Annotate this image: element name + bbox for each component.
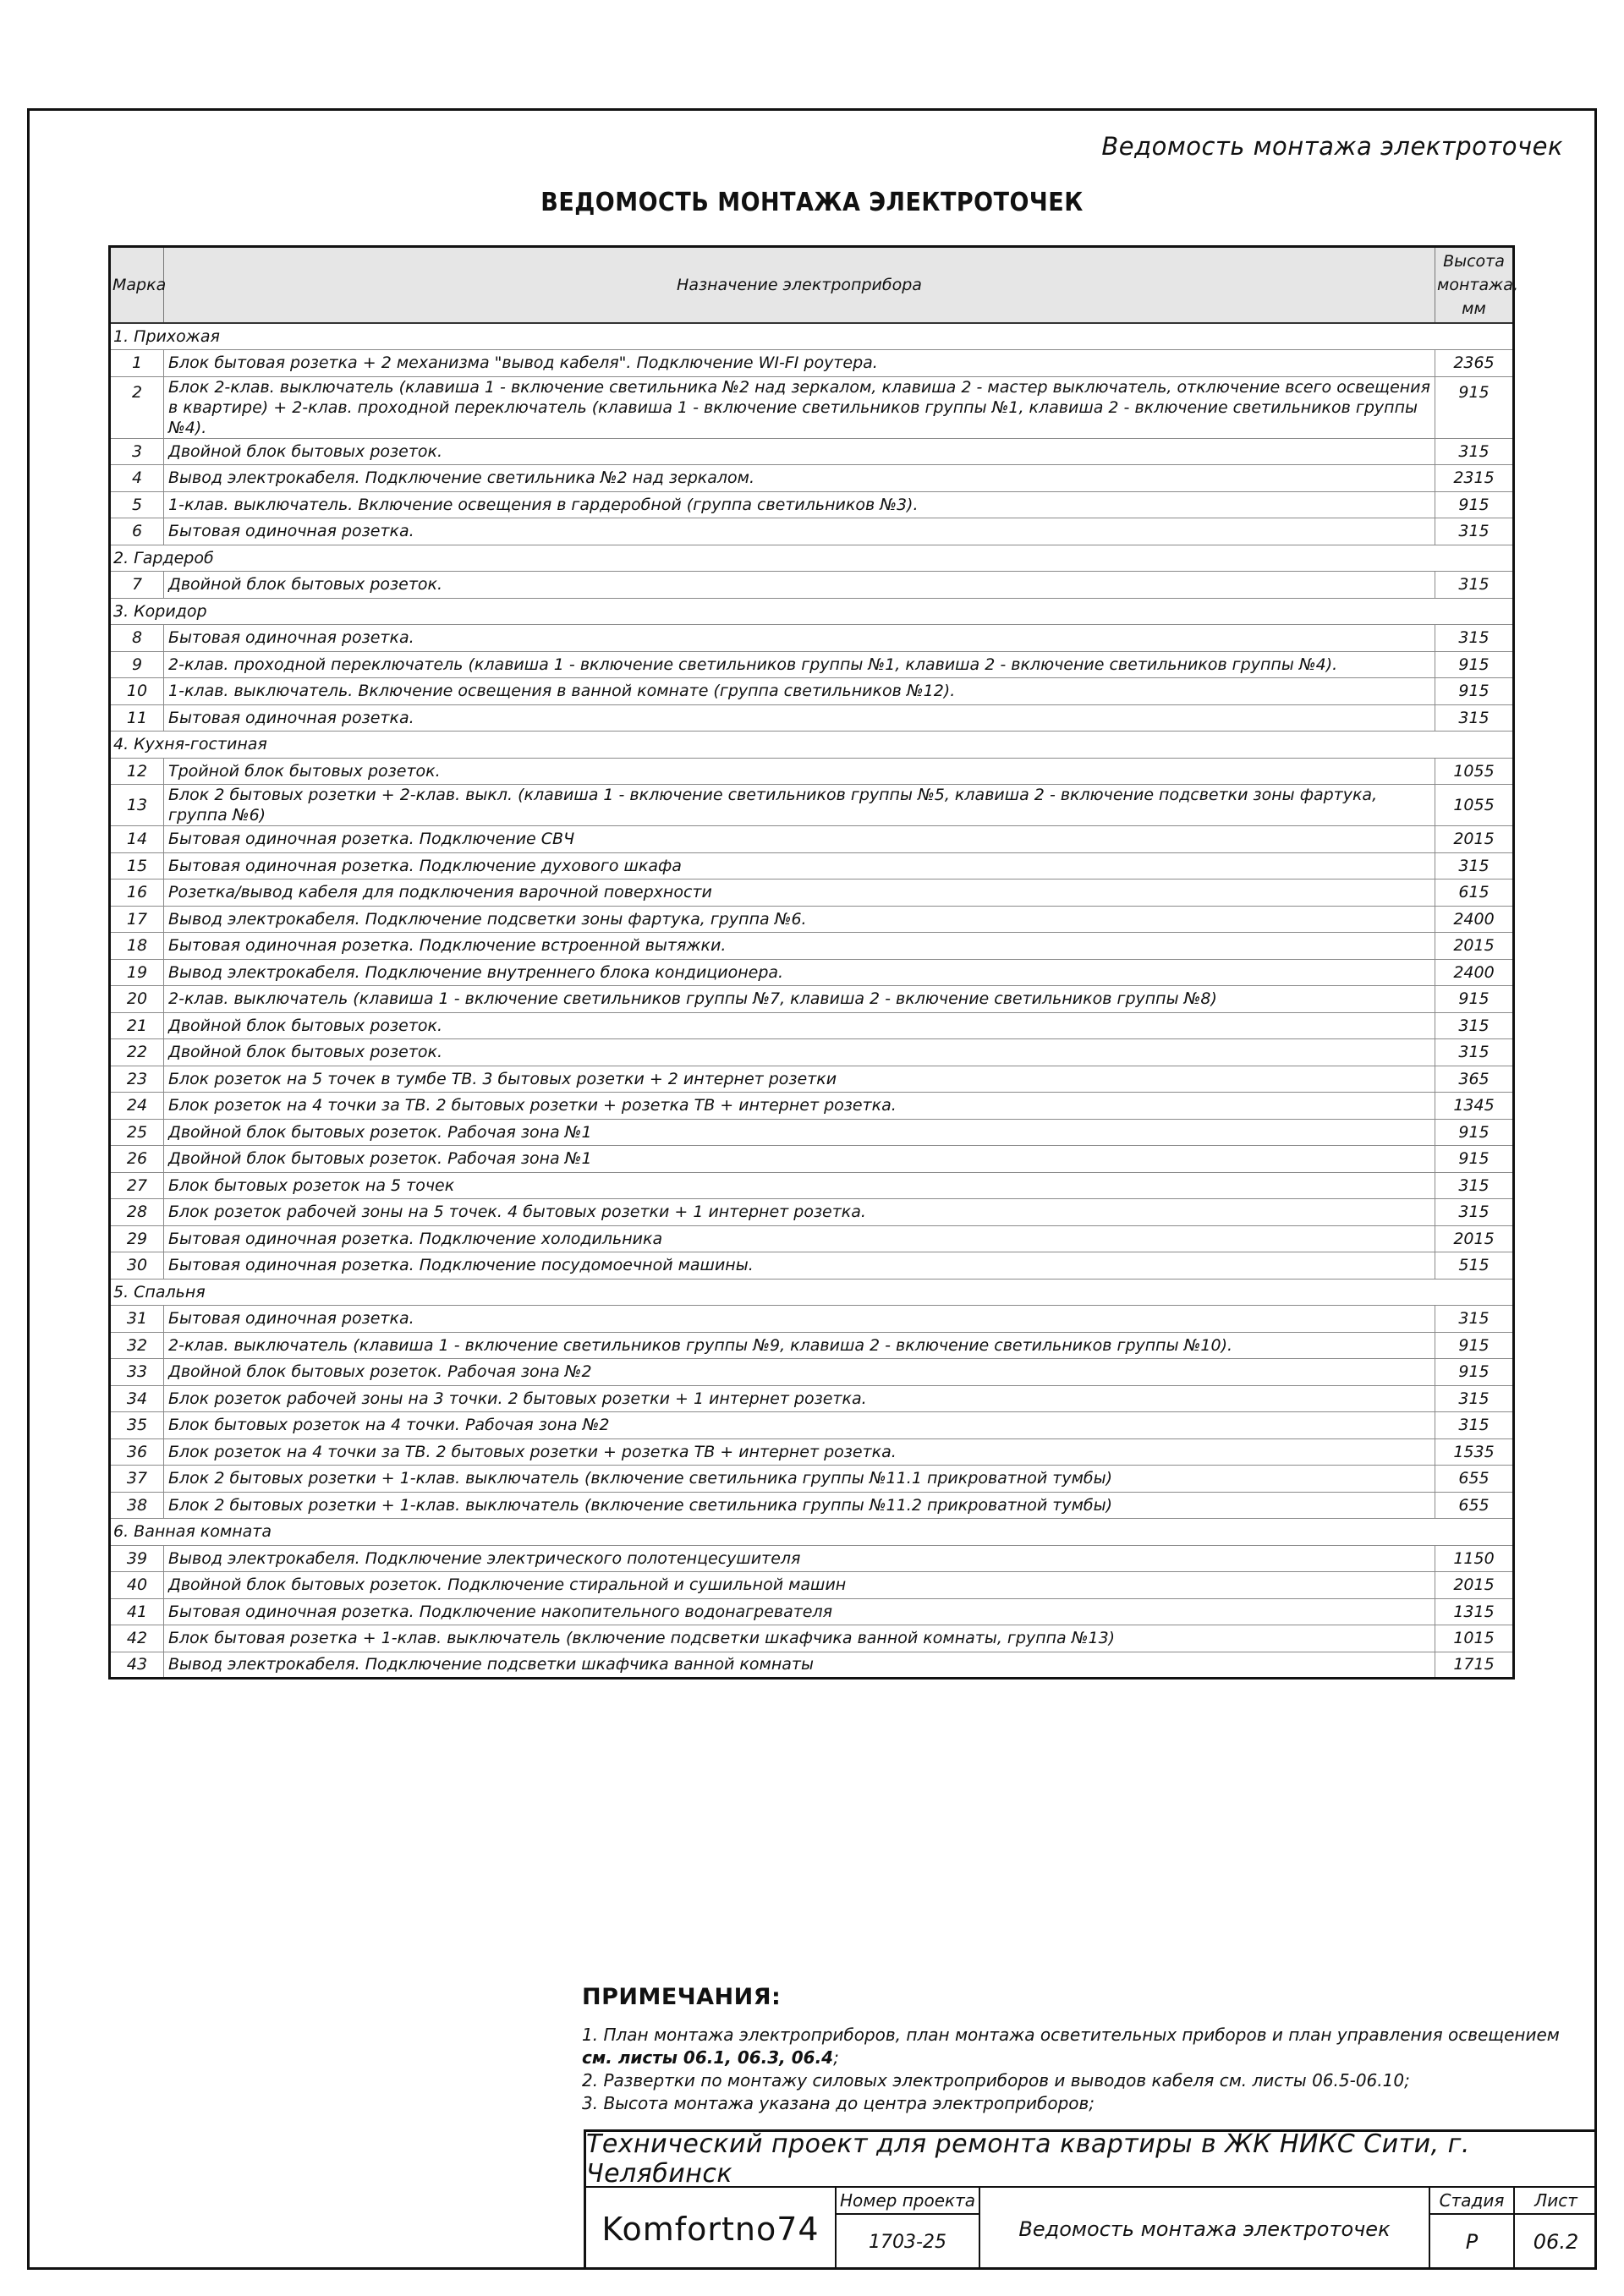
row-mark: 39 xyxy=(110,1545,164,1572)
table-row xyxy=(110,1119,1514,1146)
row-height: 915 xyxy=(1435,1332,1514,1359)
section-name: 5. Спальня xyxy=(110,1279,1514,1306)
row-height: 1150 xyxy=(1435,1545,1514,1572)
row-purpose: Вывод электрокабеля. Подключение светильника №2 над зеркалом. xyxy=(164,465,1435,492)
row-height: 655 xyxy=(1435,1492,1514,1519)
section-row xyxy=(110,598,1514,625)
table-row xyxy=(110,852,1514,879)
note-1 xyxy=(582,2024,1563,2069)
table-row xyxy=(110,1252,1514,1280)
row-purpose: Вывод электрокабеля. Подключение внутреннего блока кондиционера. xyxy=(164,959,1435,986)
row-mark: 6 xyxy=(110,518,164,545)
row-height: 915 xyxy=(1435,1146,1514,1173)
row-mark: 41 xyxy=(110,1598,164,1625)
row-purpose: Двойной блок бытовых розеток. xyxy=(164,438,1435,465)
row-mark: 35 xyxy=(110,1412,164,1439)
row-mark: 33 xyxy=(110,1359,164,1386)
row-mark: 42 xyxy=(110,1625,164,1652)
row-mark: 12 xyxy=(110,758,164,785)
row-mark: 24 xyxy=(110,1093,164,1120)
table-body xyxy=(110,323,1514,1679)
row-height: 2400 xyxy=(1435,959,1514,986)
row-purpose: Блок розеток на 4 точки за ТВ. 2 бытовых розетки + розетка ТВ + интернет розетка. xyxy=(164,1093,1435,1120)
row-mark: 10 xyxy=(110,678,164,705)
row-purpose: 1-клав. выключатель. Включение освещения в гардеробной (группа светильников №3). xyxy=(164,491,1435,518)
row-mark: 18 xyxy=(110,933,164,960)
row-purpose: Блок бытовых розеток на 5 точек xyxy=(164,1172,1435,1199)
row-purpose: Двойной блок бытовых розеток. Рабочая зона №1 xyxy=(164,1119,1435,1146)
row-height: 1715 xyxy=(1435,1652,1514,1679)
table-row xyxy=(110,1199,1514,1226)
row-mark: 13 xyxy=(110,785,164,826)
row-mark: 26 xyxy=(110,1146,164,1173)
row-height: 2315 xyxy=(1435,465,1514,492)
row-purpose: Двойной блок бытовых розеток. Рабочая зона №2 xyxy=(164,1359,1435,1386)
row-height: 655 xyxy=(1435,1466,1514,1493)
row-height: 315 xyxy=(1435,625,1514,652)
row-mark: 1 xyxy=(110,350,164,377)
table-row xyxy=(110,1225,1514,1252)
row-purpose: Блок бытовая розетка + 1-клав. выключатель (включение подсветки шкафчика ванной комнаты, группа №13) xyxy=(164,1625,1435,1652)
row-height: 315 xyxy=(1435,1172,1514,1199)
section-row xyxy=(110,323,1514,350)
row-height: 315 xyxy=(1435,1306,1514,1333)
row-height: 315 xyxy=(1435,1039,1514,1066)
table-row xyxy=(110,1039,1514,1066)
row-mark: 40 xyxy=(110,1572,164,1599)
note-1-end: ; xyxy=(833,2047,839,2068)
row-purpose: Блок розеток рабочей зоны на 3 точки. 2 бытовых розетки + 1 интернет розетка. xyxy=(164,1385,1435,1412)
row-purpose: Блок бытовая розетка + 2 механизма "вывод кабеля". Подключение WI-FI роутера. xyxy=(164,350,1435,377)
table-row xyxy=(110,1172,1514,1199)
section-row xyxy=(110,1279,1514,1306)
section-name: 3. Коридор xyxy=(110,598,1514,625)
row-height: 1345 xyxy=(1435,1093,1514,1120)
sheet-number: 06.2 xyxy=(1533,2230,1579,2254)
row-mark: 16 xyxy=(110,879,164,907)
table-row xyxy=(110,678,1514,705)
row-height: 315 xyxy=(1435,1012,1514,1039)
row-mark: 30 xyxy=(110,1252,164,1280)
table-row xyxy=(110,906,1514,933)
table-row xyxy=(110,704,1514,732)
project-title: Технический проект для ремонта квартиры в ЖК НИКС Сити, г. Челябинск xyxy=(586,2132,1594,2188)
brand-logo: Komfortno74 xyxy=(586,2188,837,2270)
row-purpose: 1-клав. выключатель. Включение освещения в ванной комнате (группа светильников №12). xyxy=(164,678,1435,705)
row-purpose: Бытовая одиночная розетка. Подключение духового шкафа xyxy=(164,852,1435,879)
row-height: 315 xyxy=(1435,852,1514,879)
row-height: 915 xyxy=(1435,986,1514,1013)
row-mark: 19 xyxy=(110,959,164,986)
table-row xyxy=(110,518,1514,545)
row-mark: 23 xyxy=(110,1066,164,1093)
row-mark: 31 xyxy=(110,1306,164,1333)
notes-title: ПРИМЕЧАНИЯ: xyxy=(582,1984,782,2010)
table-row xyxy=(110,572,1514,599)
row-purpose: Двойной блок бытовых розеток. Рабочая зона №1 xyxy=(164,1146,1435,1173)
row-purpose: Двойной блок бытовых розеток. xyxy=(164,1012,1435,1039)
row-height: 2015 xyxy=(1435,933,1514,960)
row-height: 1055 xyxy=(1435,785,1514,826)
row-purpose: Бытовая одиночная розетка. xyxy=(164,625,1435,652)
table-row xyxy=(110,785,1514,826)
row-purpose: Двойной блок бытовых розеток. xyxy=(164,572,1435,599)
row-height: 315 xyxy=(1435,1199,1514,1226)
table-row xyxy=(110,465,1514,492)
row-mark: 2 xyxy=(110,376,164,438)
row-mark: 15 xyxy=(110,852,164,879)
row-height: 1055 xyxy=(1435,758,1514,785)
table-row xyxy=(110,376,1514,438)
row-mark: 14 xyxy=(110,826,164,853)
row-purpose: Тройной блок бытовых розеток. xyxy=(164,758,1435,785)
row-purpose: Бытовая одиночная розетка. Подключение встроенной вытяжки. xyxy=(164,933,1435,960)
stage-value: Р xyxy=(1430,2215,1515,2270)
stage-label: Стадия xyxy=(1430,2188,1515,2215)
section-name: 4. Кухня-гостиная xyxy=(110,732,1514,759)
note-1-reference: см. листы 06.1, 06.3, 06.4 xyxy=(582,2047,834,2068)
table-row xyxy=(110,1466,1514,1493)
note-1-text: 1. План монтажа электроприборов, план монтажа осветительных приборов и план управления освещением xyxy=(582,2025,1560,2045)
row-mark: 25 xyxy=(110,1119,164,1146)
section-row xyxy=(110,545,1514,572)
table-row xyxy=(110,986,1514,1013)
table-row xyxy=(110,625,1514,652)
row-mark: 21 xyxy=(110,1012,164,1039)
table-row xyxy=(110,1545,1514,1572)
row-purpose: Бытовая одиночная розетка. Подключение холодильника xyxy=(164,1225,1435,1252)
row-purpose: Блок розеток на 5 точек в тумбе ТВ. 3 бытовых розетки + 2 интернет розетки xyxy=(164,1066,1435,1093)
row-mark: 11 xyxy=(110,704,164,732)
row-mark: 37 xyxy=(110,1466,164,1493)
section-row xyxy=(110,1519,1514,1546)
row-purpose: Розетка/вывод кабеля для подключения варочной поверхности xyxy=(164,879,1435,907)
row-mark: 9 xyxy=(110,651,164,678)
row-height: 2015 xyxy=(1435,826,1514,853)
table-row xyxy=(110,1385,1514,1412)
table-row xyxy=(110,1146,1514,1173)
table-row xyxy=(110,1572,1514,1599)
row-purpose: Бытовая одиночная розетка. xyxy=(164,518,1435,545)
row-height: 315 xyxy=(1435,438,1514,465)
table-row xyxy=(110,1412,1514,1439)
row-mark: 43 xyxy=(110,1652,164,1679)
row-mark: 17 xyxy=(110,906,164,933)
table-row xyxy=(110,651,1514,678)
row-height: 2015 xyxy=(1435,1572,1514,1599)
row-purpose: Блок розеток на 4 точки за ТВ. 2 бытовых розетки + розетка ТВ + интернет розетка. xyxy=(164,1438,1435,1466)
row-height: 365 xyxy=(1435,1066,1514,1093)
row-height: 1015 xyxy=(1435,1625,1514,1652)
row-mark: 36 xyxy=(110,1438,164,1466)
row-mark: 3 xyxy=(110,438,164,465)
table-row xyxy=(110,1306,1514,1333)
row-mark: 7 xyxy=(110,572,164,599)
row-height: 915 xyxy=(1435,1119,1514,1146)
row-height: 915 xyxy=(1435,376,1514,438)
row-purpose: Блок 2-клав. выключатель (клавиша 1 - включение светильника №2 над зеркалом, клавиша 2 - мастер выключатель, отключение всего освещения в квартире) + 2-клав. проходной переключатель (клавиша 1 - включение светильников группы №1, клавиша 2 - включение светильников группы №4). xyxy=(164,376,1435,438)
row-mark: 32 xyxy=(110,1332,164,1359)
table-row xyxy=(110,826,1514,853)
section-name: 1. Прихожая xyxy=(110,323,1514,350)
row-height: 315 xyxy=(1435,704,1514,732)
section-name: 2. Гардероб xyxy=(110,545,1514,572)
column-header-purpose: Назначение электроприбора xyxy=(164,247,1435,324)
row-purpose: Бытовая одиночная розетка. Подключение накопительного водонагревателя xyxy=(164,1598,1435,1625)
table-row xyxy=(110,879,1514,907)
section-name: 6. Ванная комната xyxy=(110,1519,1514,1546)
table-row xyxy=(110,491,1514,518)
row-purpose: Блок розеток рабочей зоны на 5 точек. 4 бытовых розетки + 1 интернет розетка. xyxy=(164,1199,1435,1226)
note-2: 2. Развертки по монтажу силовых электроприборов и выводов кабеля см. листы 06.5-06.10; xyxy=(582,2070,1410,2091)
row-height: 2015 xyxy=(1435,1225,1514,1252)
row-height: 915 xyxy=(1435,491,1514,518)
row-height: 615 xyxy=(1435,879,1514,907)
row-purpose: Вывод электрокабеля. Подключение электрического полотенцесушителя xyxy=(164,1545,1435,1572)
project-number: 1703-25 xyxy=(837,2215,980,2270)
note-3: 3. Высота монтажа указана до центра электроприборов; xyxy=(582,2093,1095,2113)
section-row xyxy=(110,732,1514,759)
row-mark: 29 xyxy=(110,1225,164,1252)
table-row xyxy=(110,438,1514,465)
row-height: 515 xyxy=(1435,1252,1514,1280)
row-mark: 22 xyxy=(110,1039,164,1066)
row-height: 1535 xyxy=(1435,1438,1514,1466)
column-header-height: Высота монтажа, мм xyxy=(1435,247,1514,324)
row-height: 315 xyxy=(1435,1385,1514,1412)
table-row xyxy=(110,959,1514,986)
project-number-label: Номер проекта xyxy=(837,2188,980,2215)
row-purpose: Бытовая одиночная розетка. xyxy=(164,1306,1435,1333)
row-purpose: Блок 2 бытовых розетки + 1-клав. выключатель (включение светильника группы №11.2 прикроватной тумбы) xyxy=(164,1492,1435,1519)
table-row xyxy=(110,1625,1514,1652)
sheet-number-label: Лист xyxy=(1515,2188,1597,2215)
title-block xyxy=(584,2129,1597,2270)
row-purpose: Блок 2 бытовых розетки + 2-клав. выкл. (клавиша 1 - включение светильников группы №5, клавиша 2 - включение подсветки зоны фартука, группа №6) xyxy=(164,785,1435,826)
row-purpose: 2-клав. выключатель (клавиша 1 - включение светильников группы №9, клавиша 2 - включение светильников группы №10). xyxy=(164,1332,1435,1359)
row-height: 315 xyxy=(1435,572,1514,599)
row-mark: 38 xyxy=(110,1492,164,1519)
table-row xyxy=(110,1012,1514,1039)
notes-block xyxy=(582,1984,1563,2115)
row-mark: 20 xyxy=(110,986,164,1013)
row-height: 1315 xyxy=(1435,1598,1514,1625)
table-header-row xyxy=(110,247,1514,324)
sheet-caption: Ведомость монтажа электроточек xyxy=(1101,132,1563,161)
row-purpose: Вывод электрокабеля. Подключение подсветки шкафчика ванной комнаты xyxy=(164,1652,1435,1679)
row-mark: 4 xyxy=(110,465,164,492)
row-purpose: 2-клав. проходной переключатель (клавиша 1 - включение светильников группы №1, клавиша 2 - включение светильников группы №4). xyxy=(164,651,1435,678)
table-row xyxy=(110,758,1514,785)
row-height: 915 xyxy=(1435,651,1514,678)
row-height: 915 xyxy=(1435,678,1514,705)
row-height: 2365 xyxy=(1435,350,1514,377)
row-mark: 34 xyxy=(110,1385,164,1412)
column-header-mark: Марка xyxy=(110,247,164,324)
row-mark: 28 xyxy=(110,1199,164,1226)
document-title: ВЕДОМОСТЬ МОНТАЖА ЭЛЕКТРОТОЧЕК xyxy=(540,188,1084,217)
table-row xyxy=(110,1598,1514,1625)
row-mark: 27 xyxy=(110,1172,164,1199)
row-purpose: Бытовая одиночная розетка. Подключение посудомоечной машины. xyxy=(164,1252,1435,1280)
table-row xyxy=(110,1652,1514,1679)
table-row xyxy=(110,1332,1514,1359)
row-purpose: Двойной блок бытовых розеток. xyxy=(164,1039,1435,1066)
sheet-name: Ведомость монтажа электроточек xyxy=(980,2188,1430,2270)
row-mark: 5 xyxy=(110,491,164,518)
row-purpose: Бытовая одиночная розетка. xyxy=(164,704,1435,732)
row-purpose: Бытовая одиночная розетка. Подключение СВЧ xyxy=(164,826,1435,853)
row-purpose: Вывод электрокабеля. Подключение подсветки зоны фартука, группа №6. xyxy=(164,906,1435,933)
row-height: 2400 xyxy=(1435,906,1514,933)
row-purpose: Блок бытовых розеток на 4 точки. Рабочая зона №2 xyxy=(164,1412,1435,1439)
row-purpose: Двойной блок бытовых розеток. Подключение стиральной и сушильной машин xyxy=(164,1572,1435,1599)
table-row xyxy=(110,933,1514,960)
row-height: 315 xyxy=(1435,518,1514,545)
row-purpose: 2-клав. выключатель (клавиша 1 - включение светильников группы №7, клавиша 2 - включение светильников группы №8) xyxy=(164,986,1435,1013)
row-mark: 8 xyxy=(110,625,164,652)
row-height: 315 xyxy=(1435,1412,1514,1439)
row-height: 915 xyxy=(1435,1359,1514,1386)
table-row xyxy=(110,350,1514,377)
table-row xyxy=(110,1492,1514,1519)
table-row xyxy=(110,1066,1514,1093)
row-purpose: Блок 2 бытовых розетки + 1-клав. выключатель (включение светильника группы №11.1 прикроватной тумбы) xyxy=(164,1466,1435,1493)
table-row xyxy=(110,1359,1514,1386)
table-row xyxy=(110,1438,1514,1466)
table-row xyxy=(110,1093,1514,1120)
electrical-points-table xyxy=(108,245,1518,1680)
